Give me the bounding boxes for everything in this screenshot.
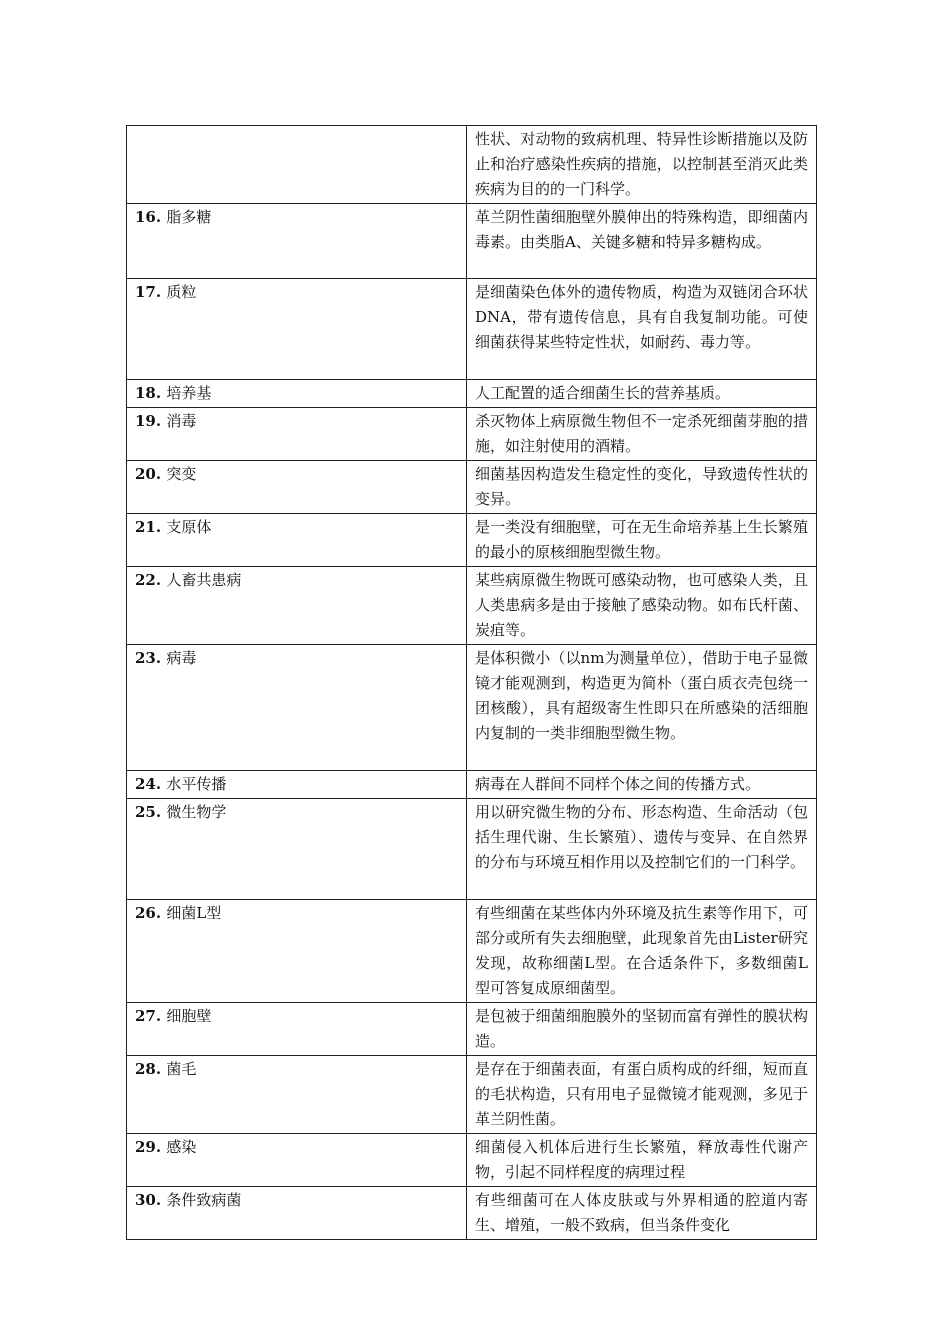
term-cell: 24. 水平传播 bbox=[127, 771, 467, 799]
definition-cell: 是包被于细菌细胞膜外的坚韧而富有弹性的膜状构造。 bbox=[467, 1003, 817, 1056]
table-row bbox=[127, 408, 817, 461]
table-row bbox=[127, 126, 817, 204]
term-cell: 27. 细胞壁 bbox=[127, 1003, 467, 1056]
table-row bbox=[127, 1187, 817, 1240]
term-cell: 17. 质粒 bbox=[127, 279, 467, 380]
term-cell: 23. 病毒 bbox=[127, 645, 467, 771]
term-cell: 21. 支原体 bbox=[127, 514, 467, 567]
term-cell: 25. 微生物学 bbox=[127, 799, 467, 900]
term-cell bbox=[127, 126, 467, 204]
table-row bbox=[127, 799, 817, 900]
definition-cell: 细菌基因构造发生稳定性的变化，导致遗传性状的变异。 bbox=[467, 461, 817, 514]
definition-cell: 人工配置的适合细菌生长的营养基质。 bbox=[467, 380, 817, 408]
table-row bbox=[127, 900, 817, 1003]
table-row bbox=[127, 771, 817, 799]
term-cell: 18. 培养基 bbox=[127, 380, 467, 408]
definition-cell: 某些病原微生物既可感染动物，也可感染人类，且人类患病多是由于接触了感染动物。如布氏杆菌、炭疽等。 bbox=[467, 567, 817, 645]
definition-cell: 有些细菌可在人体皮肤或与外界相通的腔道内寄生、增殖，一般不致病，但当条件变化 bbox=[467, 1187, 817, 1240]
definition-cell: 革兰阴性菌细胞壁外膜伸出的特殊构造，即细菌内毒素。由类脂A、关键多糖和特异多糖构成。 bbox=[467, 204, 817, 279]
table-row bbox=[127, 645, 817, 771]
term-cell: 16. 脂多糖 bbox=[127, 204, 467, 279]
table-row bbox=[127, 1134, 817, 1187]
definition-cell: 细菌侵入机体后进行生长繁殖，释放毒性代谢产物，引起不同样程度的病理过程 bbox=[467, 1134, 817, 1187]
definition-cell: 病毒在人群间不同样个体之间的传播方式。 bbox=[467, 771, 817, 799]
definition-cell: 是细菌染色体外的遗传物质，构造为双链闭合环状DNA，带有遗传信息，具有自我复制功能。可使细菌获得某些特定性状，如耐药、毒力等。 bbox=[467, 279, 817, 380]
definition-cell: 性状、对动物的致病机理、特异性诊断措施以及防止和治疗感染性疾病的措施，以控制甚至消灭此类疾病为目的的一门科学。 bbox=[467, 126, 817, 204]
definition-cell: 是一类没有细胞壁，可在无生命培养基上生长繁殖的最小的原核细胞型微生物。 bbox=[467, 514, 817, 567]
table-row bbox=[127, 279, 817, 380]
definition-cell: 是存在于细菌表面，有蛋白质构成的纤细，短而直的毛状构造，只有用电子显微镜才能观测，多见于革兰阴性菌。 bbox=[467, 1056, 817, 1134]
term-cell: 19. 消毒 bbox=[127, 408, 467, 461]
table-row bbox=[127, 1003, 817, 1056]
term-cell: 30. 条件致病菌 bbox=[127, 1187, 467, 1240]
table-row bbox=[127, 204, 817, 279]
table-row bbox=[127, 380, 817, 408]
table-row bbox=[127, 461, 817, 514]
term-cell: 26. 细菌L型 bbox=[127, 900, 467, 1003]
term-cell: 20. 突变 bbox=[127, 461, 467, 514]
table-row bbox=[127, 1056, 817, 1134]
definition-cell: 有些细菌在某些体内外环境及抗生素等作用下，可部分或所有失去细胞壁，此现象首先由Lister研究发现，故称细菌L型。在合适条件下，多数细菌L型可答复成原细菌型。 bbox=[467, 900, 817, 1003]
table-row bbox=[127, 567, 817, 645]
term-cell: 29. 感染 bbox=[127, 1134, 467, 1187]
definition-cell: 用以研究微生物的分布、形态构造、生命活动（包括生理代谢、生长繁殖）、遗传与变异、在自然界的分布与环境互相作用以及控制它们的一门科学。 bbox=[467, 799, 817, 900]
term-cell: 22. 人畜共患病 bbox=[127, 567, 467, 645]
glossary-table bbox=[126, 125, 817, 1240]
definition-cell: 是体积微小（以nm为测量单位），借助于电子显微镜才能观测到，构造更为简朴（蛋白质衣壳包绕一团核酸），具有超级寄生性即只在所感染的活细胞内复制的一类非细胞型微生物。 bbox=[467, 645, 817, 771]
term-cell: 28. 菌毛 bbox=[127, 1056, 467, 1134]
table-row bbox=[127, 514, 817, 567]
definition-cell: 杀灭物体上病原微生物但不一定杀死细菌芽胞的措施，如注射使用的酒精。 bbox=[467, 408, 817, 461]
